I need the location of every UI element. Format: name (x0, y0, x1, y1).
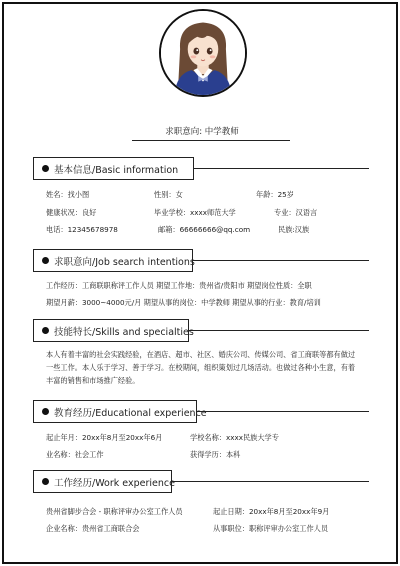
field-phone: 电话：12345678978 (46, 225, 118, 234)
intent-line-2: 期望月薪：3000~4000元/月 期望从事的岗位：中学教师 期望从事的行业：教育/培训 (46, 298, 321, 307)
education-degree: 获得学历：本科 (190, 450, 241, 459)
avatar-illustration (161, 11, 245, 95)
avatar (159, 9, 247, 97)
field-health: 健康状况：良好 (46, 208, 97, 217)
bullet-icon (42, 478, 49, 485)
section-title: 技能特长/Skills and specialties (54, 326, 194, 338)
bullet-icon (42, 408, 49, 415)
objective-underline (132, 140, 290, 141)
field-ethnicity: 民族:汉族 (278, 225, 310, 234)
section-job-intentions (33, 249, 193, 272)
work-position: 从事职位：职称评审办公室工作人员 (213, 524, 329, 533)
field-major: 专业：汉语言 (274, 208, 318, 217)
field-school: 毕业学校：xxxx师范大学 (154, 208, 236, 217)
field-name: 姓名：找小图 (46, 190, 90, 199)
bullet-icon (42, 257, 49, 264)
education-school: 学校名称：xxxx民族大学专 (190, 433, 279, 442)
job-objective-label: 求职意向: (165, 127, 203, 137)
section-title: 求职意向/Job search intentions (54, 256, 195, 268)
section-basic-info (33, 157, 194, 180)
job-objective (4, 125, 400, 137)
section-title: 工作经历/Work experience (54, 477, 175, 489)
field-gender: 性别：女 (154, 190, 183, 199)
work-period: 起止日期：20xx年8月至20xx年9月 (213, 507, 330, 516)
field-age: 年龄：25岁 (256, 190, 294, 199)
resume-page (2, 2, 398, 564)
section-title: 基本信息/Basic information (54, 164, 179, 176)
bullet-icon (42, 165, 49, 172)
work-company-role: 贵州省脚步合会 - 职称评审办公室工作人员 (46, 507, 183, 516)
section-education (33, 400, 207, 423)
section-skills (33, 319, 194, 342)
education-major: 业名称：社会工作 (46, 450, 104, 459)
work-company: 企业名称：贵州省工商联合会 (46, 524, 140, 533)
section-title: 教育经历/Educational experience (54, 407, 207, 419)
job-objective-value: 中学教师 (204, 127, 239, 137)
skills-paragraph: 本人有着丰富的社会实践经验，在酒店、超市、社区、婚庆公司、传媒公司、省工商联等都有做过一些工作。本人乐于学习、善于学习。在校期间，组织策划过几场活动。也做过各种小生意，有着丰富的销售和市场推广经验。 (46, 350, 356, 385)
bullet-icon (42, 327, 49, 334)
education-period: 起止年月：20xx年8月至20xx年6月 (46, 433, 163, 442)
section-work (33, 470, 175, 493)
intent-line-1: 工作经历：工商联职称评工作人员 期望工作地：贵州省/贵阳市 期望岗位性质：全职 (46, 281, 312, 290)
field-email: 邮箱：66666666@qq.com (158, 225, 251, 234)
